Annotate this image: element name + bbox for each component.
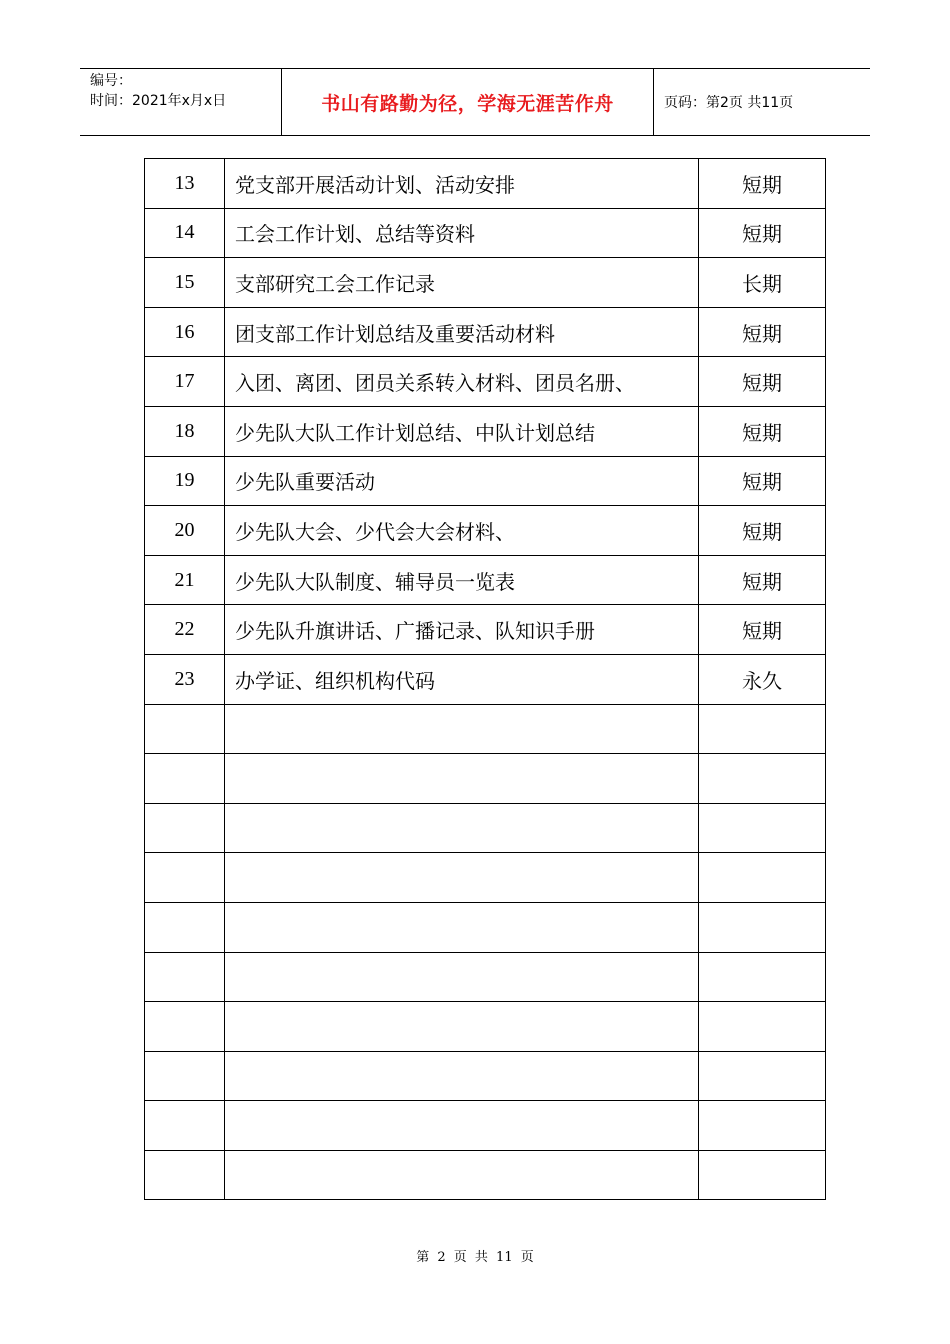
row-record-name [225, 902, 699, 952]
row-number [145, 1150, 225, 1200]
row-number [145, 952, 225, 1002]
row-retention-term [699, 1150, 826, 1200]
row-retention-term: 短期 [699, 555, 826, 605]
row-retention-term [699, 704, 826, 754]
page-header [80, 68, 870, 136]
row-record-name: 办学证、组织机构代码 [225, 654, 699, 704]
table-row [145, 456, 826, 506]
table-row [145, 357, 826, 407]
table-row [145, 803, 826, 853]
row-number: 23 [145, 654, 225, 704]
row-record-name: 少先队大会、少代会大会材料、 [225, 506, 699, 556]
row-record-name: 少先队大队制度、辅导员一览表 [225, 555, 699, 605]
row-retention-term [699, 1002, 826, 1052]
table-row [145, 406, 826, 456]
row-record-name [225, 1002, 699, 1052]
table-row [145, 258, 826, 308]
table-row [145, 1002, 826, 1052]
row-retention-term: 短期 [699, 208, 826, 258]
row-number [145, 803, 225, 853]
table-row [145, 159, 826, 209]
row-number [145, 704, 225, 754]
header-meta [80, 69, 282, 135]
row-number: 21 [145, 555, 225, 605]
row-number [145, 902, 225, 952]
table-row [145, 605, 826, 655]
row-number: 22 [145, 605, 225, 655]
row-record-name [225, 754, 699, 804]
row-retention-term: 长期 [699, 258, 826, 308]
row-record-name: 团支部工作计划总结及重要活动材料 [225, 307, 699, 357]
row-record-name: 支部研究工会工作记录 [225, 258, 699, 308]
table-row [145, 754, 826, 804]
row-retention-term: 短期 [699, 406, 826, 456]
row-number: 17 [145, 357, 225, 407]
row-retention-term: 短期 [699, 456, 826, 506]
row-number [145, 853, 225, 903]
table-row [145, 307, 826, 357]
row-number: 18 [145, 406, 225, 456]
row-number: 14 [145, 208, 225, 258]
row-retention-term [699, 754, 826, 804]
row-number [145, 1051, 225, 1101]
date-label: 时间：2021年x月x日 [90, 93, 227, 109]
row-retention-term [699, 803, 826, 853]
table-row [145, 555, 826, 605]
row-retention-term: 永久 [699, 654, 826, 704]
table-row [145, 654, 826, 704]
row-record-name [225, 952, 699, 1002]
row-record-name [225, 1101, 699, 1151]
row-record-name: 少先队大队工作计划总结、中队计划总结 [225, 406, 699, 456]
row-number [145, 754, 225, 804]
row-record-name [225, 1150, 699, 1200]
records-table-body [145, 159, 826, 1200]
row-retention-term [699, 1101, 826, 1151]
table-row [145, 506, 826, 556]
number-label: 编号： [90, 73, 132, 89]
row-record-name [225, 803, 699, 853]
header-motto-cell [282, 69, 654, 135]
row-retention-term: 短期 [699, 357, 826, 407]
row-retention-term [699, 902, 826, 952]
row-record-name [225, 1051, 699, 1101]
table-row [145, 208, 826, 258]
table-row [145, 1150, 826, 1200]
table-row [145, 1101, 826, 1151]
row-record-name: 党支部开展活动计划、活动安排 [225, 159, 699, 209]
row-record-name: 少先队重要活动 [225, 456, 699, 506]
table-row [145, 952, 826, 1002]
row-retention-term [699, 853, 826, 903]
row-number: 15 [145, 258, 225, 308]
row-record-name: 少先队升旗讲话、广播记录、队知识手册 [225, 605, 699, 655]
page-footer: 第 2 页 共 11 页 [416, 1250, 534, 1265]
row-retention-term: 短期 [699, 159, 826, 209]
row-retention-term [699, 1051, 826, 1101]
header-page-info [654, 69, 870, 135]
motto-text: 书山有路勤为径，学海无涯苦作舟 [321, 92, 614, 115]
row-retention-term: 短期 [699, 506, 826, 556]
table-row [145, 1051, 826, 1101]
row-record-name: 入团、离团、团员关系转入材料、团员名册、 [225, 357, 699, 407]
row-number: 13 [145, 159, 225, 209]
row-retention-term: 短期 [699, 605, 826, 655]
row-number [145, 1002, 225, 1052]
row-record-name: 工会工作计划、总结等资料 [225, 208, 699, 258]
row-record-name [225, 853, 699, 903]
row-record-name [225, 704, 699, 754]
row-number [145, 1101, 225, 1151]
row-retention-term: 短期 [699, 307, 826, 357]
table-row [145, 902, 826, 952]
page-info-text: 页码：第2页 共11页 [664, 95, 794, 111]
row-number: 19 [145, 456, 225, 506]
records-table [144, 158, 826, 1200]
table-row [145, 704, 826, 754]
row-retention-term [699, 952, 826, 1002]
row-number: 20 [145, 506, 225, 556]
row-number: 16 [145, 307, 225, 357]
table-row [145, 853, 826, 903]
